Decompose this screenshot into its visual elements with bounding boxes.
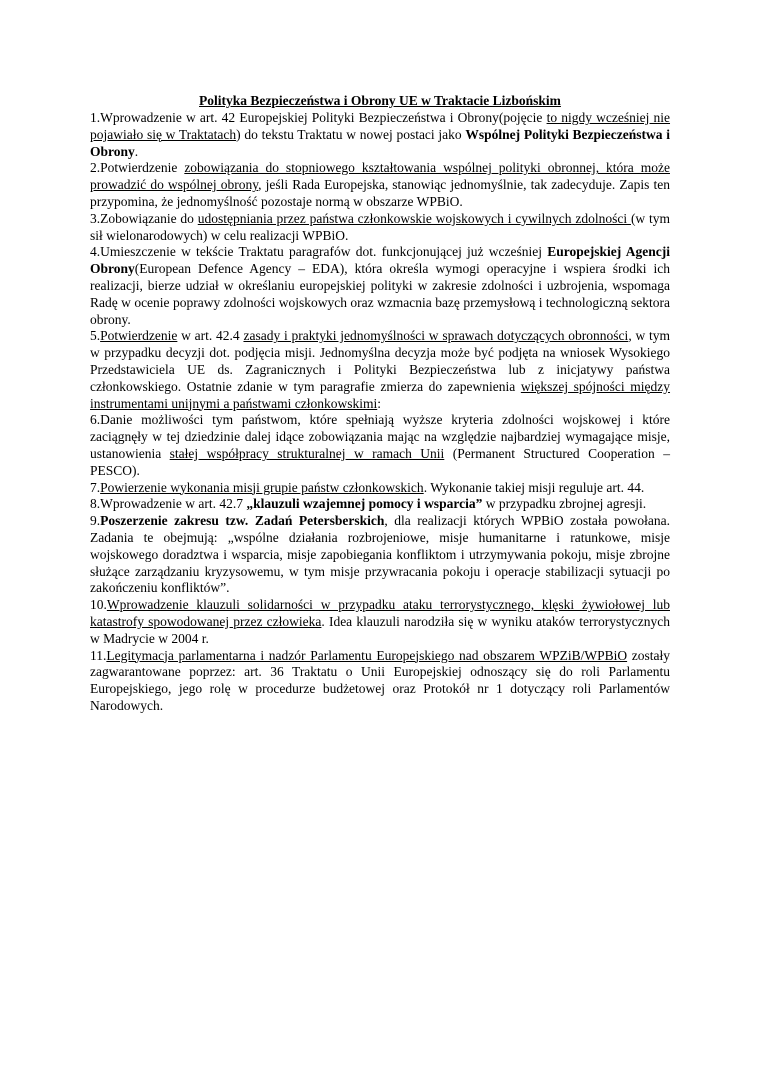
bold-text: Europejskiej Agencji Obrony [90, 244, 671, 277]
paragraph-text: : [377, 395, 381, 411]
paragraph-5 [90, 328, 670, 412]
paragraph-text: , dla realizacji których WPBiO została powołana. Zadania te obejmują: „wspólne działania rozbrojeniowe, misje humanitarne i ratunkowe, misje wojskowego doradztwa i wsparcia, misje zapobiegania konfliktom i utrzymywania pokoju, misje zbrojne służące zarządzaniu kryzysowemu, w tym misje przywracania pokoju i operacje stabilizacji sytuacji po zakończeniu konfliktów”. [90, 513, 670, 596]
paragraph-8 [90, 496, 670, 513]
document-page [90, 93, 670, 715]
paragraph-text: . Wykonanie takiej misji reguluje art. 44. [423, 479, 645, 495]
paragraph-text: 6.Danie możliwości tym państwom, które spełniają wyższe kryteria zdolności wojskowej i które zaciągnęły w tej dziedzinie dalej idące zobowiązania mając na względzie najbardziej wymagające misje, ustanowienia [90, 412, 670, 461]
paragraph-text: zostały zagwarantowane poprzez: art. 36 Traktatu o Unii Europejskiej odnoszący się do roli Parlamentu Europejskiego, jego rolę w procedurze budżetowej oraz Protokół nr 1 dotyczący roli Parlamentów Narodowych. [90, 647, 671, 713]
bold-text: Wspólnej Polityki Bezpieczeństwa i Obrony [90, 126, 670, 159]
document-body [90, 110, 670, 715]
paragraph-text: 1.Wprowadzenie w art. 42 Europejskiej Polityki Bezpieczeństwa i Obrony(pojęcie [90, 110, 547, 125]
paragraph-10 [90, 597, 670, 647]
paragraph-text: 10. [90, 597, 107, 613]
paragraph-text: . Idea klauzuli narodziła się w wyniku ataków terrorystycznych w Madrycie w 2004 r. [90, 613, 670, 646]
paragraph-text: ) do tekstu Traktatu w nowej postaci jako [236, 126, 466, 142]
paragraph-text: 7. [90, 479, 101, 495]
underlined-text: zobowiązania do stopniowego kształtowania wspólnej polityki obronnej, która może prowadzić do wspólnej obrony [90, 160, 670, 193]
paragraph-text: 2.Potwierdzenie [90, 160, 185, 176]
paragraph-4 [90, 244, 670, 328]
paragraph-text: (Permanent Structured Cooperation – PESCO). [90, 445, 670, 478]
paragraph-text: , w tym w przypadku decyzji dot. podjęcia misji. Jednomyślna decyzja może być podjęta na wniosek Wysokiego Przedstawiciela UE ds. Zagranicznych i Polityki Bezpieczeństwa lub z inicjatywy państwa członkowskiego. Ostatnie zdanie w tym paragrafie zmierza do zapewnienia [90, 328, 670, 394]
paragraph-text: w przypadku zbrojnej agresji. [482, 496, 647, 512]
paragraph-2 [90, 160, 670, 210]
underlined-text: Wprowadzenie klauzuli solidarności w przypadku ataku terrorystycznego, klęski żywiołowej lub katastrofy spowodowanej przez człowieka [90, 597, 670, 629]
underlined-text: zasady i praktyki jednomyślności w sprawach dotyczących obronności [243, 328, 629, 344]
paragraph-text: (w tym sił wielonarodowych) w celu realizacji WPBiO. [90, 210, 671, 243]
paragraph-text: , jeśli Rada Europejska, stanowiąc jednomyślnie, tak zadecyduje. Zapis ten przypomina, że jednomyślność pozostaje normą w obszarze WPBiO. [90, 177, 670, 209]
paragraph-text: w art. 42.4 [177, 328, 244, 344]
paragraph-text: 3.Zobowiązanie do [90, 210, 198, 226]
bold-text: „klauzuli wzajemnej pomocy i wsparcia” [246, 496, 483, 512]
paragraph-11 [90, 648, 670, 715]
paragraph-text: . [134, 143, 139, 159]
underlined-text: to nigdy wcześniej nie pojawiało się w Traktatach [90, 110, 671, 142]
paragraph-6 [90, 412, 670, 479]
underlined-text: większej spójności między instrumentami unijnymi a państwami członkowskimi [90, 378, 671, 411]
underlined-text: udostępniania przez państwa członkowskie wojskowych i cywilnych zdolności [197, 210, 631, 226]
paragraph-text: 5. [90, 328, 101, 344]
underlined-text: Legitymacja parlamentarna i nadzór Parlamentu Europejskiego nad obszarem WPZiB/WPBiO [106, 647, 628, 663]
paragraph-3 [90, 211, 670, 245]
underlined-text: stałej współpracy strukturalnej w ramach Unii [169, 445, 445, 461]
paragraph-9 [90, 513, 670, 597]
underlined-text: Powierzenie wykonania misji grupie państw członkowskich [100, 479, 424, 495]
paragraph-text: 9. [90, 513, 101, 529]
paragraph-7 [90, 480, 670, 497]
paragraph-text: (European Defence Agency – EDA), która określa wymogi operacyjne i wspiera środki ich realizacji, bierze udział w określaniu europejskiej polityki w zakresie zdolności i uzbrojenia, wspomaga Radę w ocenie poprawy zdolności wojskowych oraz wzmacnia bazę przemysłową i technologiczną sektora obrony. [90, 261, 670, 327]
document-title: Polityka Bezpieczeństwa i Obrony UE w Traktacie Lizbońskim [199, 93, 561, 108]
bold-text: Poszerzenie zakresu tzw. Zadań Petersberskich [100, 513, 385, 529]
paragraph-1 [90, 110, 670, 160]
paragraph-text: 11. [90, 647, 107, 663]
paragraph-text: 4.Umieszczenie w tekście Traktatu paragrafów dot. funkcjonującej już wcześniej [90, 244, 548, 260]
paragraph-text: 8.Wprowadzenie w art. 42.7 [90, 496, 247, 512]
underlined-text: Potwierdzenie [100, 328, 178, 344]
